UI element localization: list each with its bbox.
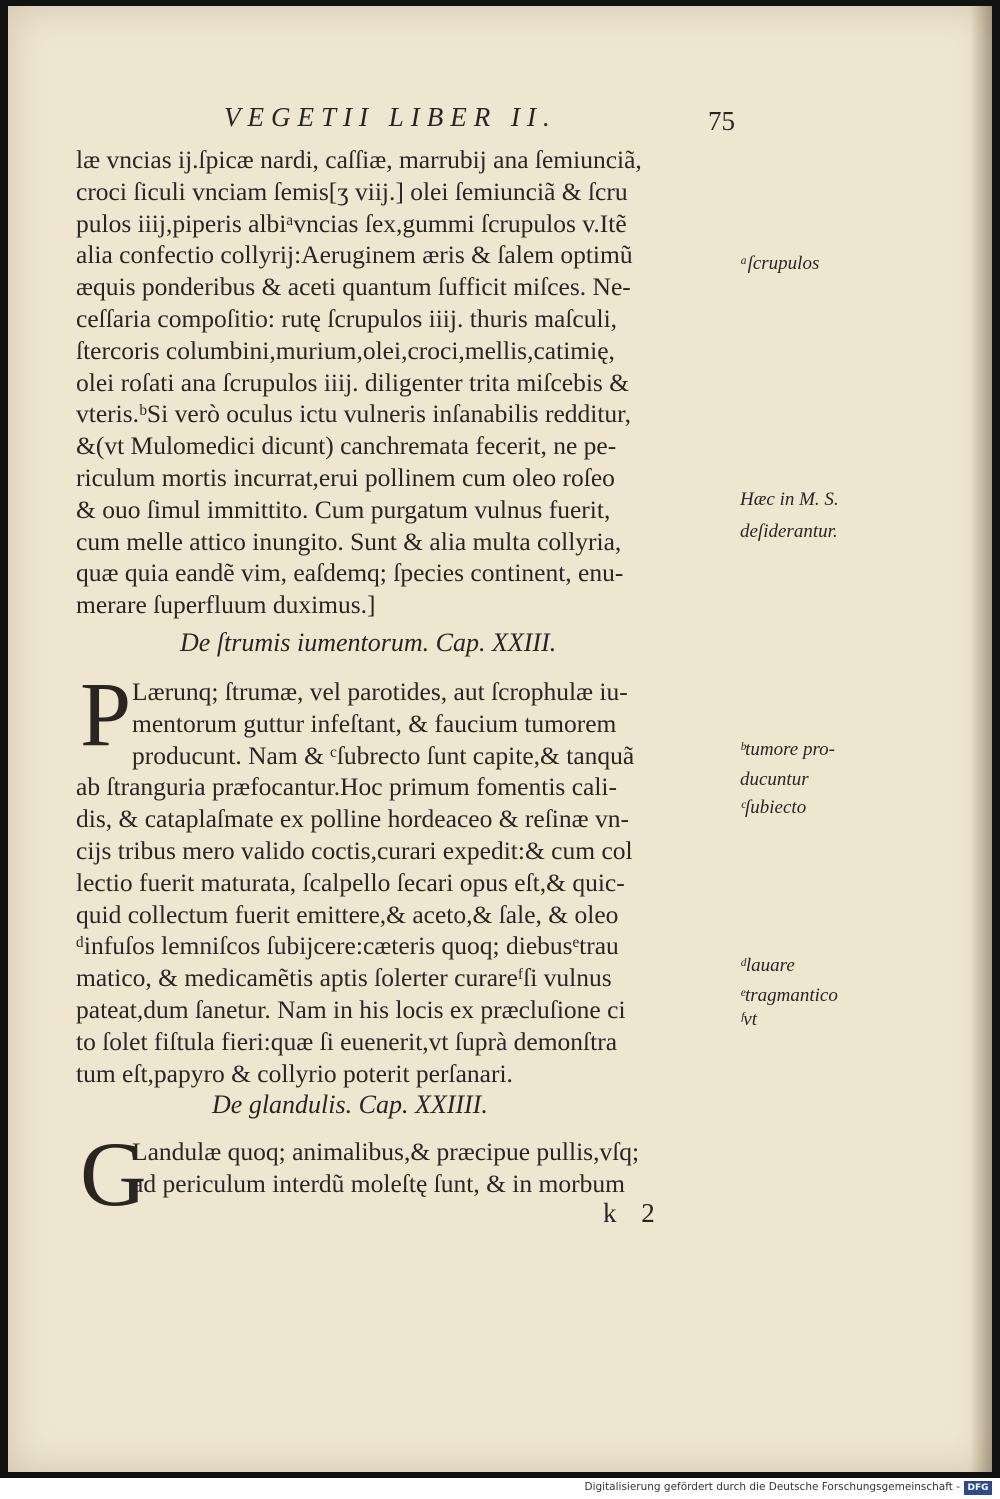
text-line: æquis ponderibus & aceti quantum ſufficit miſces. Ne- (76, 272, 631, 302)
text-line: tum eſt,papyro & collyrio poterit perſanari. (76, 1058, 513, 1088)
text-block-glandulis (76, 1136, 736, 1200)
page-number: 75 (708, 106, 735, 136)
text-line: Landulæ quoq; animalibus,& præcipue pullis,vſq; (132, 1137, 640, 1166)
drop-cap-p: P (80, 663, 132, 765)
text-line: ad periculum interdũ moleſtę ſunt, & in morbum (132, 1168, 625, 1198)
text-block-strumis (76, 676, 736, 1089)
marginal-note: ᵇtumore pro- (740, 739, 835, 760)
chapter-heading-glandulis: De glandulis. Cap. XXIIII. (212, 1090, 488, 1119)
text-line: croci ſiculi vnciam ſemis[ʒ viij.] olei ſemiunciã & ſcru (76, 176, 628, 206)
marginal-note: Hæc in M. S. (740, 489, 839, 510)
text-line: pulos iiij,piperis albiᵃvncias ſex,gummi ſcrupulos v.Itẽ (76, 208, 627, 238)
text-line: cum melle attico inungito. Sunt & alia multa collyria, (76, 526, 622, 556)
text-line: ceſſaria compoſitio: rutę ſcrupulos iiij. thuris maſculi, (76, 303, 618, 333)
text-line: ᵈinfuſos lemniſcos ſubijcere:cæteris quoq; diebusᵉtrau (76, 931, 619, 961)
text-block-collyria (76, 144, 736, 621)
text-line: quid collectum fuerit emittere,& aceto,& ſale, & oleo (76, 899, 619, 929)
text-line: mentorum guttur infeſtant, & faucium tumorem (132, 708, 617, 738)
text-line: & ouo ſimul immittito. Cum purgatum vulnus fuerit, (76, 494, 611, 524)
marginal-note: ᶠvt (740, 1009, 758, 1030)
text-line: matico, & medicamẽtis aptis ſolerter curareᶠſi vulnus (76, 963, 612, 993)
text-line: to ſolet fiſtula fieri:quæ ſi euenerit,vt ſuprà demonſtra (76, 1026, 618, 1056)
running-title: VEGETII LIBER II. (224, 102, 557, 132)
marginal-note: deſiderantur. (740, 521, 838, 542)
signature-mark: k 2 (603, 1198, 655, 1228)
text-line: ſtercoris columbini,murium,olei,croci,mellis,catimię, (76, 335, 615, 365)
text-line: producunt. Nam & ᶜſubrecto ſunt capite,& tanquã (132, 740, 635, 770)
marginal-note: ᵉtragmantico (740, 985, 838, 1006)
chapter-heading-strumis: De ſtrumis iumentorum. Cap. XXIII. (180, 628, 557, 657)
text-line: riculum mortis incurrat,erui pollinem cum oleo roſeo (76, 462, 615, 492)
drop-cap-g: G (80, 1123, 147, 1225)
marginal-note: ᶜſubiecto (740, 797, 807, 818)
text-line: &(vt Mulomedici dicunt) canchremata fecerit, ne pe- (76, 431, 617, 461)
text-line: merare ſuperfluum duximus.] (76, 590, 376, 620)
text-line: cijs tribus mero valido coctis,curari expedit:& cum col (76, 835, 633, 865)
marginal-note: ᵃſcrupulos (740, 253, 820, 274)
text-line: Lærunq; ſtrumæ, vel parotides, aut ſcrophulæ iu- (132, 677, 628, 706)
footer-credit: Digitalisierung gefördert durch die Deutsche Forschungsgemeinschaft - (584, 1481, 960, 1493)
footer-bar (0, 1478, 1000, 1499)
text-line: vteris.ᵇSi verò oculus ictu vulneris inſanabilis redditur, (76, 399, 632, 429)
text-line: læ vncias ij.ſpicæ nardi, caſſiæ, marrubij ana ſemiunciã, (76, 145, 642, 174)
marginal-note: ᵈlauare (740, 955, 795, 976)
marginal-note: ducuntur (740, 769, 809, 790)
dfg-logo-icon: DFG (964, 1481, 992, 1495)
text-line: dis, & cataplaſmate ex polline hordeaceo & reſinæ vn- (76, 804, 630, 834)
text-line: alia confectio collyrij:Aeruginem æris & ſalem optimũ (76, 240, 633, 270)
text-line: lectio fuerit maturata, ſcalpello ſecari opus eſt,& quic- (76, 867, 625, 897)
text-line: quæ quia eandẽ vim, eaſdemq; ſpecies continent, enu- (76, 558, 624, 588)
text-line: ab ſtranguria præfocantur.Hoc primum fomentis cali- (76, 772, 618, 802)
text-line: olei roſati ana ſcrupulos iiij. diligenter trita miſcebis & (76, 367, 630, 397)
text-line: pateat,dum ſanetur. Nam in his locis ex præcluſione ci (76, 994, 626, 1024)
